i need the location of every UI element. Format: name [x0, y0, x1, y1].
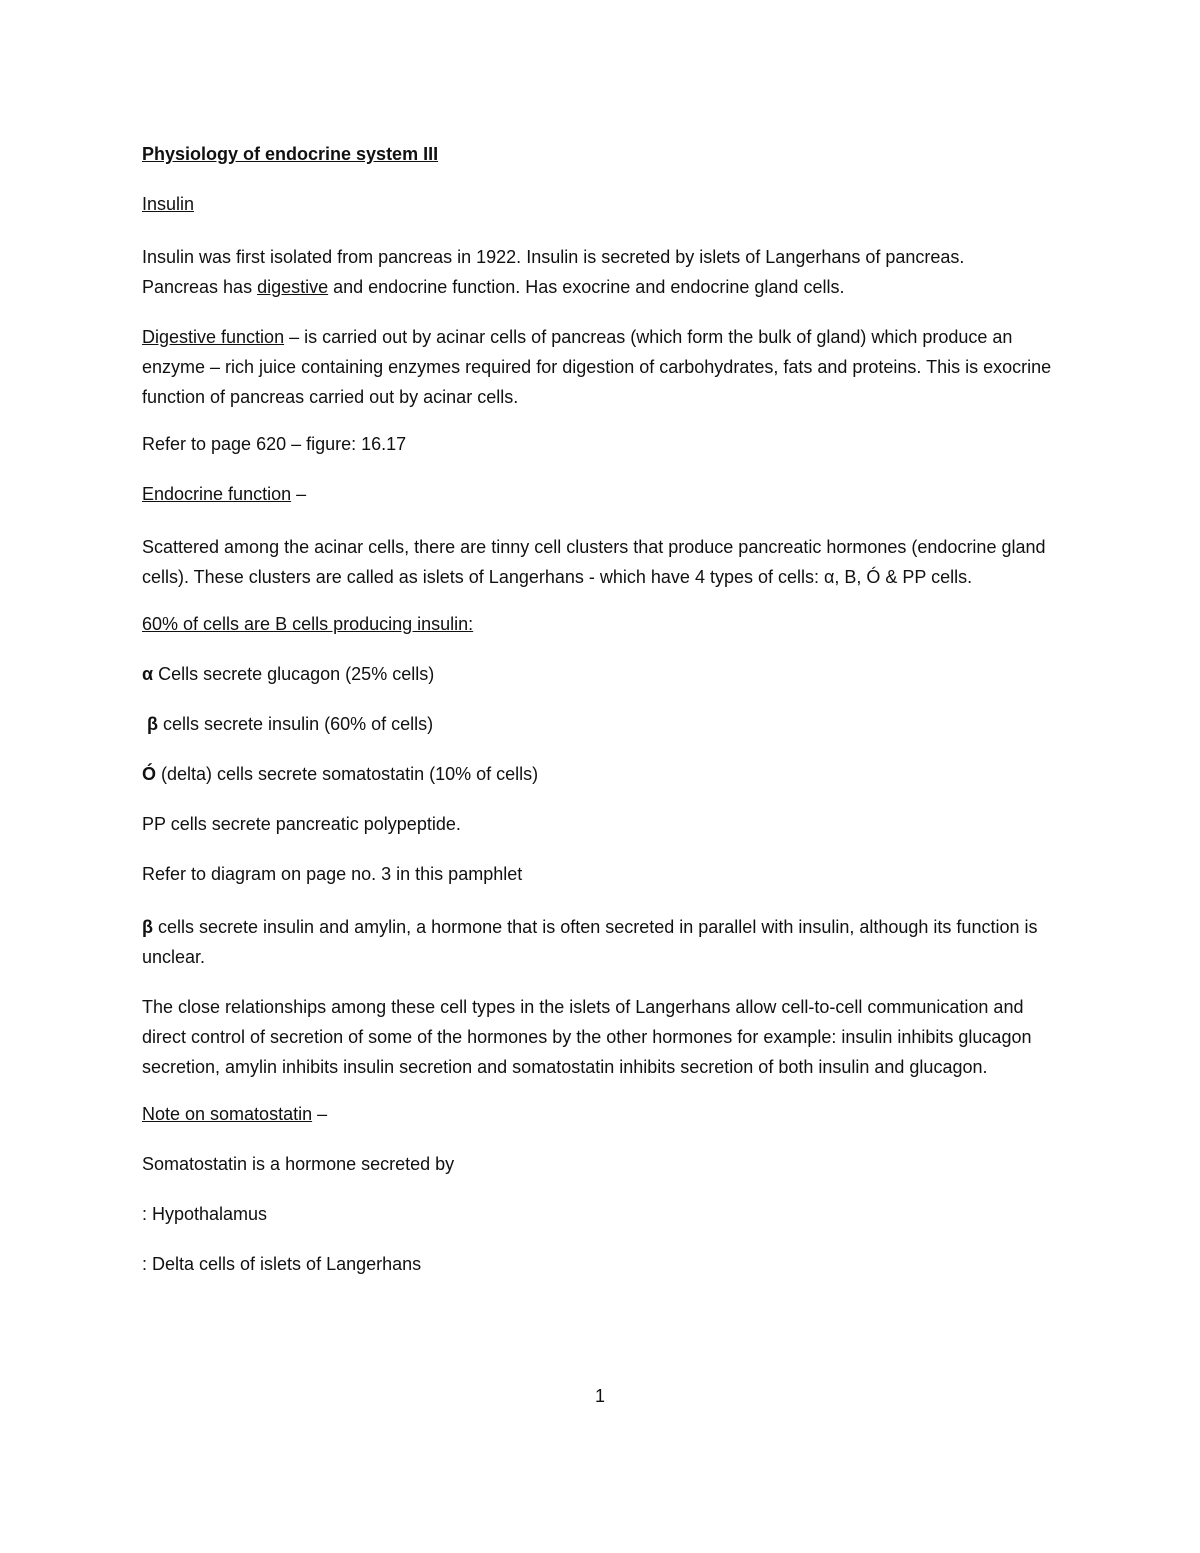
relationship-paragraph: The close relationships among these cell types in the islets of Langerhans allow cell-to-cell communication and direct control of secretion of some of the hormones by the other hormones for example: insulin inhibits glucagon secretion, amylin inhibits insulin secretion and somatostatin inhibits secretion of both insulin and glucagon.: [142, 997, 1032, 1077]
alpha-symbol: α: [142, 664, 154, 684]
endocrine-heading: Endocrine function: [142, 484, 292, 504]
source-hypothalamus: : Hypothalamus: [142, 1204, 268, 1224]
sixty-percent-heading-line: [142, 612, 1062, 636]
alpha-text: Cells secrete glucagon (25% cells): [153, 664, 435, 684]
pp-cells-line: PP cells secrete pancreatic polypeptide.: [142, 814, 461, 834]
digestive-text: – is carried out by acinar cells of pancreas (which form the bulk of gland) which produce an enzyme – rich juice containing enzymes required for digestion of carbohydrates, fats and proteins. This is exocrine function of pancreas carried out by acinar cells.: [142, 327, 1052, 407]
beta-cells-line: [142, 712, 1062, 736]
intro-paragraph: [142, 242, 1062, 302]
endocrine-heading-line: [142, 482, 1062, 506]
digestive-word: digestive: [257, 277, 329, 297]
page-number: 1: [594, 1386, 605, 1406]
beta-amylin-text: cells secrete insulin and amylin, a hormone that is often secreted in parallel with insulin, although its function is unclear.: [142, 917, 1038, 967]
delta-cells-line: [142, 762, 1062, 786]
alpha-cells-line: [142, 662, 1062, 686]
digestive-heading: Digestive function: [142, 327, 285, 347]
source-delta-cells: : Delta cells of islets of Langerhans: [142, 1254, 422, 1274]
refer-diagram-line: Refer to diagram on page no. 3 in this pamphlet: [142, 864, 523, 884]
note-heading-line: [142, 1102, 1062, 1126]
endocrine-dash: –: [291, 484, 307, 504]
note-dash: –: [312, 1104, 328, 1124]
note-heading: Note on somatostatin: [142, 1104, 313, 1124]
intro-line-1: Insulin was first isolated from pancreas in 1922. Insulin is secreted by islets of Langerhans of pancreas.: [142, 247, 965, 267]
document-body: [142, 142, 1062, 1302]
beta-symbol-2: β: [142, 917, 153, 937]
somatostatin-intro: Somatostatin is a hormone secreted by: [142, 1154, 455, 1174]
beta-text: cells secrete insulin (60% of cells): [158, 714, 434, 734]
delta-symbol: Ó: [142, 764, 157, 784]
intro-line-2a: Pancreas has: [142, 277, 258, 297]
sixty-percent-heading: 60% of cells are B cells producing insulin:: [142, 614, 474, 634]
scattered-paragraph: Scattered among the acinar cells, there are tinny cell clusters that produce pancreatic hormones (endocrine gland cells). These clusters are called as islets of Langerhans - which have 4 types of cells: α, B, Ó & PP cells.: [142, 537, 1046, 587]
document-title: Physiology of endocrine system III: [142, 144, 439, 164]
beta-amylin-paragraph: [142, 912, 1062, 972]
insulin-heading-text: Insulin: [142, 194, 195, 214]
refer-page-line: Refer to page 620 – figure: 16.17: [142, 434, 407, 454]
insulin-heading: [142, 192, 1062, 216]
delta-text: (delta) cells secrete somatostatin (10% of cells): [156, 764, 539, 784]
intro-line-2b: and endocrine function. Has exocrine and endocrine gland cells.: [328, 277, 845, 297]
beta-symbol: β: [147, 714, 159, 734]
digestive-paragraph: [142, 322, 1062, 412]
